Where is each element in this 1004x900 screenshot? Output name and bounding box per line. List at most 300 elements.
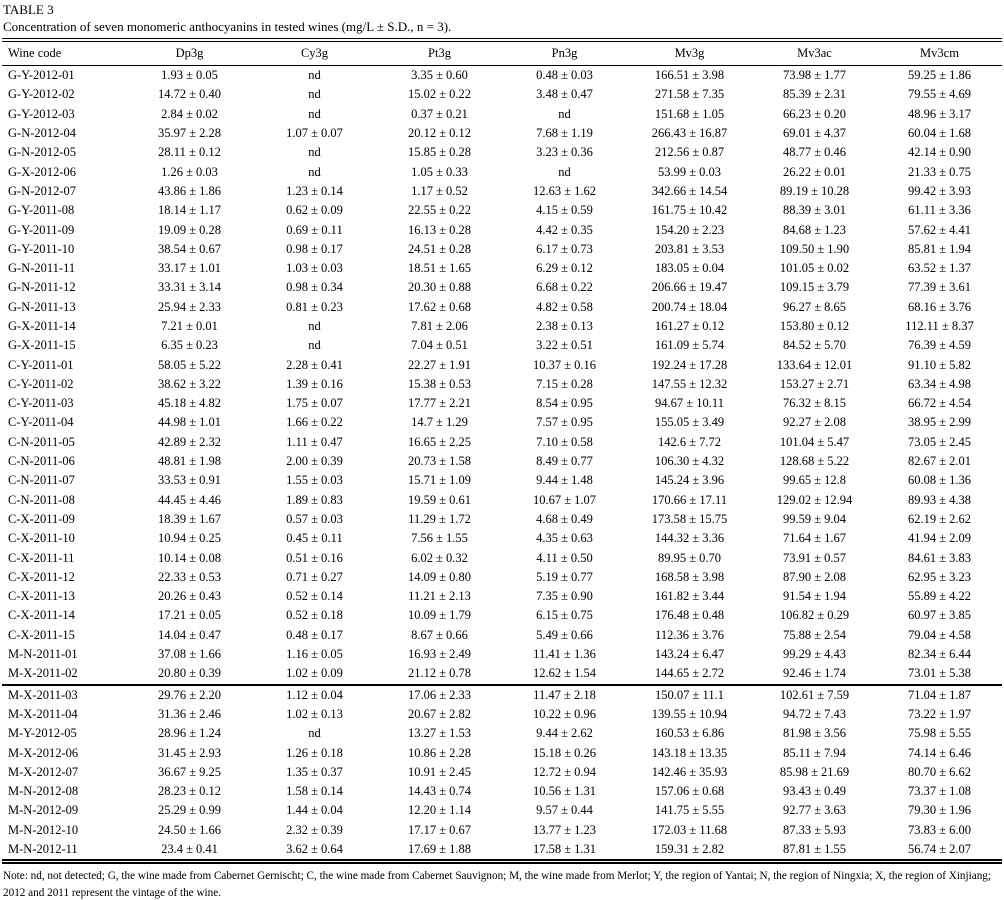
- value-cell: 62.19 ± 2.62: [907, 511, 972, 526]
- value-cell: 1.02 ± 0.09: [286, 666, 343, 681]
- value-cell: 17.17 ± 0.67: [407, 822, 472, 837]
- value-cell: 20.26 ± 0.43: [157, 589, 222, 604]
- value-cell: 6.68 ± 0.22: [536, 280, 593, 295]
- value-cell: 4.68 ± 0.49: [536, 511, 593, 526]
- value-cell: 266.43 ± 16.87: [651, 126, 728, 141]
- value-cell: 2.28 ± 0.41: [286, 357, 343, 372]
- table-row: [2, 548, 1002, 567]
- value-cell: 36.67 ± 9.25: [157, 764, 222, 779]
- value-cell: 75.88 ± 2.54: [782, 627, 847, 642]
- value-cell: 101.04 ± 5.47: [779, 434, 850, 449]
- value-cell: 35.97 ± 2.28: [157, 126, 222, 141]
- value-cell: 14.09 ± 0.80: [407, 569, 472, 584]
- value-cell: 17.69 ± 1.88: [377, 840, 502, 862]
- value-cell: 79.30 ± 1.96: [907, 803, 972, 818]
- value-cell: 1.16 ± 0.05: [286, 647, 343, 662]
- value-cell: 53.99 ± 0.03: [657, 164, 722, 179]
- table-row: [2, 259, 1002, 278]
- table-row: [2, 821, 1002, 840]
- value-cell: 99.42 ± 3.93: [907, 183, 972, 198]
- value-cell: 15.85 ± 0.28: [407, 145, 472, 160]
- table-row: [2, 413, 1002, 432]
- value-cell: 15.71 ± 1.09: [407, 473, 472, 488]
- value-cell: nd: [308, 338, 321, 353]
- column-header-dp3g: Dp3g: [127, 40, 252, 66]
- wine-code-cell: G-Y-2011-10: [8, 241, 75, 256]
- table-header: [2, 40, 1002, 66]
- value-cell: 66.23 ± 0.20: [782, 106, 847, 121]
- value-cell: 0.98 ± 0.17: [286, 241, 343, 256]
- value-cell: 1.07 ± 0.07: [286, 126, 343, 141]
- value-cell: 71.64 ± 1.67: [782, 531, 847, 546]
- value-cell: 88.39 ± 3.01: [782, 203, 847, 218]
- column-header-mv3g: Mv3g: [627, 40, 752, 66]
- table-row: [2, 105, 1002, 124]
- value-cell: 145.24 ± 3.96: [654, 473, 725, 488]
- value-cell: 1.26 ± 0.03: [161, 164, 218, 179]
- value-cell: 20.73 ± 1.58: [407, 454, 472, 469]
- value-cell: 11.29 ± 1.72: [408, 511, 471, 526]
- table-row: [2, 162, 1002, 181]
- value-cell: 93.43 ± 0.49: [782, 784, 847, 799]
- value-cell: 94.72 ± 7.43: [782, 706, 847, 721]
- value-cell: 57.62 ± 4.41: [907, 222, 972, 237]
- value-cell: 3.23 ± 0.36: [536, 145, 593, 160]
- value-cell: 1.66 ± 0.22: [286, 415, 343, 430]
- value-cell: 71.04 ± 1.87: [877, 685, 1002, 705]
- value-cell: 133.64 ± 12.01: [776, 357, 853, 372]
- value-cell: 87.81 ± 1.55: [752, 840, 877, 862]
- value-cell: 81.98 ± 3.56: [782, 726, 847, 741]
- value-cell: 7.15 ± 0.28: [536, 376, 593, 391]
- value-cell: 44.98 ± 1.01: [157, 415, 222, 430]
- value-cell: 77.39 ± 3.61: [907, 280, 972, 295]
- value-cell: 106.82 ± 0.29: [779, 608, 850, 623]
- value-cell: 24.50 ± 1.66: [157, 822, 222, 837]
- value-cell: 60.97 ± 3.85: [907, 608, 972, 623]
- value-cell: 80.70 ± 6.62: [907, 764, 972, 779]
- wine-code-cell: G-X-2012-06: [8, 164, 77, 179]
- value-cell: 37.08 ± 1.66: [157, 647, 222, 662]
- value-cell: 10.37 ± 0.16: [532, 357, 597, 372]
- value-cell: 101.05 ± 0.02: [779, 261, 850, 276]
- value-cell: 91.54 ± 1.94: [782, 589, 847, 604]
- value-cell: 1.75 ± 0.07: [286, 396, 343, 411]
- value-cell: 1.23 ± 0.14: [286, 183, 343, 198]
- value-cell: 76.32 ± 8.15: [782, 396, 847, 411]
- value-cell: 147.55 ± 12.32: [651, 376, 728, 391]
- value-cell: 31.36 ± 2.46: [157, 706, 222, 721]
- value-cell: 128.68 ± 5.22: [779, 454, 850, 469]
- value-cell: 170.66 ± 17.11: [651, 492, 728, 507]
- value-cell: 7.04 ± 0.51: [411, 338, 468, 353]
- value-cell: 16.13 ± 0.28: [407, 222, 472, 237]
- value-cell: 89.19 ± 10.28: [779, 183, 850, 198]
- value-cell: 73.05 ± 2.45: [907, 434, 972, 449]
- value-cell: 3.35 ± 0.60: [411, 68, 468, 83]
- value-cell: 4.82 ± 0.58: [536, 299, 593, 314]
- value-cell: 9.44 ± 1.48: [536, 473, 593, 488]
- wine-code-cell: M-N-2011-01: [8, 647, 78, 662]
- value-cell: 60.08 ± 1.36: [907, 473, 972, 488]
- value-cell: 73.91 ± 0.57: [782, 550, 847, 565]
- value-cell: 161.27 ± 0.12: [654, 319, 725, 333]
- table-row: [2, 510, 1002, 529]
- table-row: [2, 685, 1002, 705]
- table-row: [2, 201, 1002, 220]
- table-row: [2, 298, 1002, 317]
- value-cell: 142.6 ± 7.72: [657, 434, 722, 449]
- value-cell: 63.34 ± 4.98: [907, 376, 972, 391]
- value-cell: 10.14 ± 0.08: [157, 550, 222, 565]
- value-cell: 153.27 ± 2.71: [779, 376, 850, 391]
- table-row: [2, 240, 1002, 259]
- value-cell: 68.16 ± 3.76: [907, 299, 972, 314]
- value-cell: 1.55 ± 0.03: [286, 473, 343, 488]
- table-row: [2, 782, 1002, 801]
- value-cell: 1.89 ± 0.83: [286, 492, 343, 507]
- value-cell: 38.95 ± 2.99: [907, 415, 972, 430]
- value-cell: 176.48 ± 0.48: [654, 608, 725, 623]
- value-cell: 59.25 ± 1.86: [907, 68, 972, 83]
- value-cell: 15.02 ± 0.22: [407, 87, 472, 102]
- value-cell: 22.33 ± 0.53: [157, 569, 222, 584]
- value-cell: 18.39 ± 1.67: [157, 511, 222, 526]
- value-cell: 7.81 ± 2.06: [411, 319, 468, 333]
- value-cell: 129.02 ± 12.94: [776, 492, 853, 507]
- value-cell: 6.35 ± 0.23: [161, 338, 218, 353]
- value-cell: 63.52 ± 1.37: [907, 261, 972, 276]
- value-cell: 18.14 ± 1.17: [157, 203, 222, 218]
- value-cell: 69.01 ± 4.37: [782, 126, 847, 141]
- value-cell: 1.58 ± 0.14: [286, 784, 343, 799]
- value-cell: 161.09 ± 5.74: [654, 338, 725, 353]
- wine-code-cell: C-Y-2011-04: [8, 415, 74, 430]
- value-cell: 85.39 ± 2.31: [782, 87, 847, 102]
- value-cell: 48.81 ± 1.98: [157, 454, 222, 469]
- wine-code-cell: G-Y-2012-02: [8, 87, 75, 102]
- value-cell: 20.12 ± 0.12: [407, 126, 472, 141]
- value-cell: 8.54 ± 0.95: [536, 396, 593, 411]
- value-cell: 84.68 ± 1.23: [782, 222, 847, 237]
- wine-code-cell: G-N-2011-11: [8, 261, 76, 276]
- value-cell: 7.10 ± 0.58: [536, 434, 593, 449]
- value-cell: 17.21 ± 0.05: [157, 608, 222, 623]
- wine-code-cell: C-N-2011-07: [8, 473, 75, 488]
- value-cell: 0.52 ± 0.18: [286, 608, 343, 623]
- value-cell: 206.66 ± 19.47: [651, 280, 728, 295]
- wine-code-cell: M-X-2012-07: [8, 764, 79, 779]
- value-cell: 10.94 ± 0.25: [157, 531, 222, 546]
- value-cell: 61.11 ± 3.36: [908, 203, 971, 218]
- value-cell: 3.62 ± 0.64: [252, 840, 377, 862]
- value-cell: 10.91 ± 2.45: [407, 764, 472, 779]
- value-cell: 31.45 ± 2.93: [157, 745, 222, 760]
- value-cell: 28.11 ± 0.12: [158, 145, 221, 160]
- wine-code-cell: G-Y-2012-01: [8, 68, 75, 83]
- value-cell: 14.7 ± 1.29: [411, 415, 468, 430]
- table-row: [2, 182, 1002, 201]
- value-cell: 271.58 ± 7.35: [654, 87, 725, 102]
- value-cell: 73.83 ± 6.00: [907, 822, 972, 837]
- wine-code-cell: M-N-2012-08: [8, 784, 79, 799]
- value-cell: 33.17 ± 1.01: [157, 261, 222, 276]
- value-cell: 143.24 ± 6.47: [654, 647, 725, 662]
- value-cell: 200.74 ± 18.04: [651, 299, 728, 314]
- value-cell: nd: [308, 106, 321, 121]
- value-cell: 38.62 ± 3.22: [157, 376, 222, 391]
- value-cell: 92.77 ± 3.63: [782, 803, 847, 818]
- wine-code-cell: C-X-2011-15: [8, 627, 75, 642]
- wine-code-cell: M-X-2012-06: [8, 745, 79, 760]
- wine-code-cell: C-X-2011-11: [8, 550, 75, 565]
- value-cell: 112.36 ± 3.76: [655, 627, 724, 642]
- value-cell: 9.44 ± 2.62: [536, 726, 593, 741]
- value-cell: 0.37 ± 0.21: [411, 106, 468, 121]
- table-row: [2, 724, 1002, 743]
- value-cell: 4.42 ± 0.35: [536, 222, 593, 237]
- column-header-mv3ac: Mv3ac: [752, 40, 877, 66]
- table-number-title: TABLE 3: [3, 2, 54, 17]
- value-cell: 48.77 ± 0.46: [782, 145, 847, 160]
- value-cell: 203.81 ± 3.53: [654, 241, 725, 256]
- value-cell: 10.67 ± 1.07: [532, 492, 597, 507]
- table-row: [2, 529, 1002, 548]
- value-cell: 0.81 ± 0.23: [286, 299, 343, 314]
- column-header-pt3g: Pt3g: [377, 40, 502, 66]
- value-cell: nd: [558, 164, 571, 179]
- value-cell: 8.49 ± 0.77: [536, 454, 593, 469]
- value-cell: 87.90 ± 2.08: [782, 569, 847, 584]
- value-cell: 151.68 ± 1.05: [654, 106, 725, 121]
- wine-code-cell: G-N-2012-07: [8, 183, 77, 198]
- value-cell: 10.22 ± 0.96: [532, 706, 597, 721]
- value-cell: 109.15 ± 3.79: [779, 280, 850, 295]
- value-cell: 12.20 ± 1.14: [407, 803, 472, 818]
- wine-code-cell: C-X-2011-14: [8, 608, 75, 623]
- value-cell: 6.02 ± 0.32: [411, 550, 468, 565]
- value-cell: 48.96 ± 3.17: [907, 106, 972, 121]
- value-cell: 94.67 ± 10.11: [655, 396, 724, 411]
- value-cell: 82.67 ± 2.01: [907, 454, 972, 469]
- value-cell: 112.11 ± 8.37: [905, 319, 974, 333]
- value-cell: 62.95 ± 3.23: [907, 569, 972, 584]
- value-cell: 14.43 ± 0.74: [407, 784, 472, 799]
- value-cell: 150.07 ± 11.1: [627, 685, 752, 705]
- value-cell: 45.18 ± 4.82: [157, 396, 222, 411]
- table-row: [2, 336, 1002, 355]
- wine-code-cell: G-X-2011-15: [8, 338, 76, 353]
- value-cell: 19.59 ± 0.61: [407, 492, 472, 507]
- value-cell: 12.62 ± 1.54: [532, 666, 597, 681]
- value-cell: 2.84 ± 0.02: [161, 106, 218, 121]
- column-header-cy3g: Cy3g: [252, 40, 377, 66]
- wine-code-cell: G-N-2012-05: [8, 145, 77, 160]
- wine-code-cell: C-N-2011-05: [8, 434, 75, 449]
- value-cell: 24.51 ± 0.28: [407, 241, 472, 256]
- value-cell: 14.72 ± 0.40: [157, 87, 222, 102]
- value-cell: 9.57 ± 0.44: [536, 803, 593, 818]
- value-cell: 2.38 ± 0.13: [536, 319, 593, 333]
- value-cell: 38.54 ± 0.67: [157, 241, 222, 256]
- value-cell: 75.98 ± 5.55: [907, 726, 972, 741]
- value-cell: 183.05 ± 0.04: [654, 261, 725, 276]
- value-cell: 16.65 ± 2.25: [407, 434, 472, 449]
- value-cell: 159.31 ± 2.82: [627, 840, 752, 862]
- table-row: [2, 491, 1002, 510]
- value-cell: 73.37 ± 1.08: [907, 784, 972, 799]
- value-cell: 18.51 ± 1.65: [407, 261, 472, 276]
- wine-code-cell: M-X-2011-03: [2, 685, 127, 705]
- value-cell: 0.57 ± 0.03: [286, 511, 343, 526]
- value-cell: 19.09 ± 0.28: [157, 222, 222, 237]
- value-cell: 3.48 ± 0.47: [536, 87, 593, 102]
- wine-code-cell: G-Y-2012-03: [8, 106, 75, 121]
- value-cell: 2.00 ± 0.39: [286, 454, 343, 469]
- value-cell: 99.59 ± 9.04: [782, 511, 847, 526]
- wine-code-cell: C-X-2011-09: [8, 511, 75, 526]
- table-row: [2, 143, 1002, 162]
- value-cell: nd: [308, 87, 321, 102]
- value-cell: 0.69 ± 0.11: [286, 222, 343, 237]
- table-footnote: Note: nd, not detected; G, the wine made from Cabernet Gernischt; C, the wine made from Cabernet Sauvignon; M, the wine made from Merlot; Y, the region of Yantai; N, the region of Ningxia; X, the region of Xinjiang; 2012 and 2011 represent the vintage of the wine.: [3, 870, 991, 900]
- value-cell: 142.46 ± 35.93: [651, 764, 728, 779]
- value-cell: 14.04 ± 0.47: [157, 627, 222, 642]
- value-cell: 4.15 ± 0.59: [536, 203, 593, 218]
- table-row: [2, 375, 1002, 394]
- table-row: [2, 587, 1002, 606]
- value-cell: 13.77 ± 1.23: [532, 822, 597, 837]
- anthocyanin-table: [2, 38, 1002, 864]
- value-cell: 96.27 ± 8.65: [782, 299, 847, 314]
- value-cell: 7.56 ± 1.55: [411, 531, 468, 546]
- value-cell: 15.18 ± 0.26: [532, 745, 597, 760]
- table-row: [2, 743, 1002, 762]
- wine-code-cell: C-Y-2011-03: [8, 396, 74, 411]
- value-cell: nd: [308, 319, 321, 333]
- value-cell: 44.45 ± 4.46: [157, 492, 222, 507]
- table-body: [2, 66, 1002, 862]
- value-cell: 342.66 ± 14.54: [651, 183, 728, 198]
- value-cell: 109.50 ± 1.90: [779, 241, 850, 256]
- wine-code-cell: C-N-2011-08: [8, 492, 75, 507]
- value-cell: 79.55 ± 4.69: [907, 87, 972, 102]
- value-cell: 155.05 ± 3.49: [654, 415, 725, 430]
- value-cell: 0.62 ± 0.09: [286, 203, 343, 218]
- table-row: [2, 763, 1002, 782]
- value-cell: 1.11 ± 0.47: [286, 434, 343, 449]
- table-row: [2, 85, 1002, 104]
- value-cell: 154.20 ± 2.23: [654, 222, 725, 237]
- table-row: [2, 317, 1002, 336]
- table-row: [2, 664, 1002, 684]
- table-row: [2, 433, 1002, 452]
- value-cell: 5.49 ± 0.66: [536, 627, 593, 642]
- value-cell: 11.41 ± 1.36: [533, 647, 596, 662]
- table-row: [2, 840, 1002, 862]
- value-cell: 161.82 ± 3.44: [654, 589, 725, 604]
- value-cell: 58.05 ± 5.22: [157, 357, 222, 372]
- value-cell: 17.58 ± 1.31: [502, 840, 627, 862]
- value-cell: 22.27 ± 1.91: [407, 357, 472, 372]
- value-cell: 73.01 ± 5.38: [907, 666, 972, 681]
- value-cell: nd: [308, 145, 321, 160]
- value-cell: 1.93 ± 0.05: [161, 68, 218, 83]
- value-cell: 10.56 ± 1.31: [532, 784, 597, 799]
- value-cell: 56.74 ± 2.07: [877, 840, 1002, 862]
- value-cell: 76.39 ± 4.59: [907, 338, 972, 353]
- value-cell: 1.12 ± 0.04: [252, 685, 377, 705]
- value-cell: 41.94 ± 2.09: [907, 531, 972, 546]
- value-cell: 79.04 ± 4.58: [907, 627, 972, 642]
- wine-code-cell: C-Y-2011-02: [8, 376, 74, 391]
- value-cell: 160.53 ± 6.86: [654, 726, 725, 741]
- wine-code-cell: C-N-2011-06: [8, 454, 75, 469]
- value-cell: 23.4 ± 0.41: [127, 840, 252, 862]
- value-cell: 17.62 ± 0.68: [407, 299, 472, 314]
- value-cell: 11.47 ± 2.18: [502, 685, 627, 705]
- value-cell: 4.35 ± 0.63: [536, 531, 593, 546]
- value-cell: 92.27 ± 2.08: [782, 415, 847, 430]
- value-cell: 28.96 ± 1.24: [157, 726, 222, 741]
- value-cell: 6.17 ± 0.73: [536, 241, 593, 256]
- wine-code-cell: M-X-2011-02: [8, 666, 78, 681]
- value-cell: 1.02 ± 0.13: [286, 706, 343, 721]
- value-cell: 42.89 ± 2.32: [157, 434, 222, 449]
- table-row: [2, 394, 1002, 413]
- value-cell: 20.30 ± 0.88: [407, 280, 472, 295]
- value-cell: 11.21 ± 2.13: [408, 589, 471, 604]
- value-cell: 144.65 ± 2.72: [654, 666, 725, 681]
- value-cell: 87.33 ± 5.93: [782, 822, 847, 837]
- value-cell: 0.48 ± 0.17: [286, 627, 343, 642]
- value-cell: 144.32 ± 3.36: [654, 531, 725, 546]
- wine-code-cell: M-N-2012-10: [8, 822, 79, 837]
- value-cell: 106.30 ± 4.32: [654, 454, 725, 469]
- table-header-row: [2, 40, 1002, 66]
- value-cell: 82.34 ± 6.44: [907, 647, 972, 662]
- value-cell: 33.31 ± 3.14: [157, 280, 222, 295]
- value-cell: 85.81 ± 1.94: [907, 241, 972, 256]
- value-cell: 1.05 ± 0.33: [411, 164, 468, 179]
- value-cell: 21.33 ± 0.75: [907, 164, 972, 179]
- table-row: [2, 66, 1002, 86]
- value-cell: 84.52 ± 5.70: [782, 338, 847, 353]
- table-row: [2, 471, 1002, 490]
- value-cell: 0.51 ± 0.16: [286, 550, 343, 565]
- value-cell: 192.24 ± 17.28: [651, 357, 728, 372]
- value-cell: 139.55 ± 10.94: [651, 706, 728, 721]
- wine-code-cell: G-Y-2011-08: [8, 203, 75, 218]
- value-cell: 26.22 ± 0.01: [782, 164, 847, 179]
- table-caption: Concentration of seven monomeric anthocyanins in tested wines (mg/L ± S.D., n = 3).: [3, 19, 452, 34]
- value-cell: 5.19 ± 0.77: [536, 569, 593, 584]
- value-cell: 143.18 ± 13.35: [651, 745, 728, 760]
- wine-code-cell: G-N-2011-12: [8, 280, 76, 295]
- value-cell: 22.55 ± 0.22: [407, 203, 472, 218]
- value-cell: 99.65 ± 12.8: [782, 473, 847, 488]
- value-cell: 10.86 ± 2.28: [407, 745, 472, 760]
- value-cell: 17.77 ± 2.21: [407, 396, 472, 411]
- value-cell: 17.06 ± 2.33: [377, 685, 502, 705]
- value-cell: 15.38 ± 0.53: [407, 376, 472, 391]
- value-cell: 0.48 ± 0.03: [536, 68, 593, 83]
- value-cell: 0.45 ± 0.11: [286, 531, 343, 546]
- value-cell: 2.32 ± 0.39: [286, 822, 343, 837]
- value-cell: 102.61 ± 7.59: [752, 685, 877, 705]
- table-row: [2, 626, 1002, 645]
- value-cell: nd: [308, 68, 321, 83]
